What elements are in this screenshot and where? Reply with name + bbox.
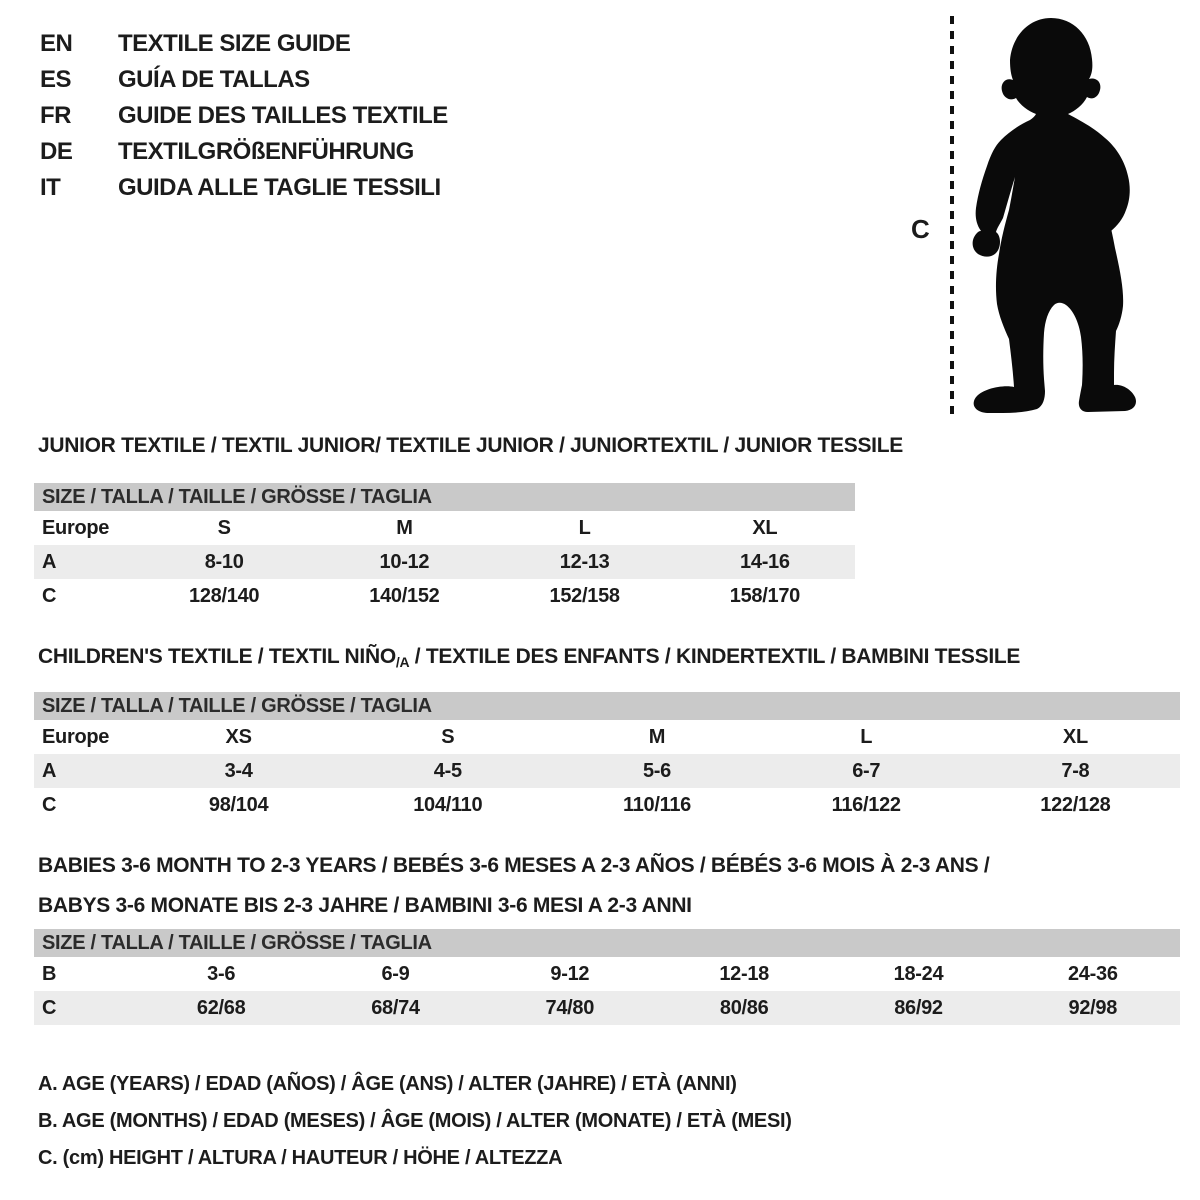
age-cell: 12-13 [559, 550, 610, 573]
table-row-height [34, 991, 1180, 1025]
legend-line-a: A. AGE (YEARS) / EDAD (AÑOS) / ÂGE (ANS) / ALTER (JAHRE) / ETÀ (ANNI) [38, 1073, 737, 1095]
size-header-bar: SIZE / TALLA / TAILLE / GRÖSSE / TAGLIA [34, 692, 1180, 720]
legend [38, 1066, 792, 1177]
size-cell: L [860, 725, 873, 748]
children-title-prefix: CHILDREN'S TEXTILE / TEXTIL NIÑO [38, 645, 396, 668]
height-cell: 98/104 [208, 793, 269, 816]
lang-row-de [40, 134, 448, 170]
height-c-label: C [911, 214, 930, 244]
height-cell: 62/68 [196, 996, 246, 1019]
babies-size-table [34, 929, 1180, 1025]
age-cell: 5-6 [642, 759, 671, 782]
babies-title-line1: BABIES 3-6 MONTH TO 2-3 YEARS / BEBÉS 3-6 MESES A 2-3 AÑOS / BÉBÉS 3-6 MOIS À 2-3 ANS / [38, 854, 990, 877]
children-title-sub: /A [395, 654, 410, 670]
size-header-bar: SIZE / TALLA / TAILLE / GRÖSSE / TAGLIA [34, 483, 855, 511]
age-cell: 3-6 [207, 962, 236, 985]
size-cell: XL [1062, 725, 1088, 748]
table-row-europe [34, 720, 1180, 754]
size-cell: M [648, 725, 666, 748]
height-cell: 158/170 [729, 584, 800, 607]
lang-code: EN [40, 30, 73, 57]
table-row-age [34, 754, 1180, 788]
guide-title-de: TEXTILGRÖßENFÜHRUNG [118, 138, 414, 165]
height-cell: 128/140 [189, 584, 260, 607]
size-cell: XS [225, 725, 252, 748]
guide-title-es: GUÍA DE TALLAS [118, 66, 310, 93]
age-cell: 9-12 [550, 962, 590, 985]
height-cell: 152/158 [549, 584, 620, 607]
babies-section-title [38, 846, 989, 926]
row-label: B [42, 962, 57, 985]
row-label: C [42, 996, 57, 1019]
toddler-silhouette-icon [905, 12, 1175, 426]
row-label: A [42, 759, 57, 782]
size-header-bar: SIZE / TALLA / TAILLE / GRÖSSE / TAGLIA [34, 929, 1180, 957]
table-row-europe [34, 511, 855, 545]
size-cell: XL [752, 516, 778, 539]
age-cell: 24-36 [1067, 962, 1118, 985]
height-cell: 80/86 [719, 996, 769, 1019]
height-cell: 74/80 [545, 996, 595, 1019]
age-cell: 8-10 [204, 550, 244, 573]
row-label: Europe [42, 516, 110, 539]
height-cell: 110/116 [622, 793, 691, 816]
size-cell: S [217, 516, 231, 539]
table-row-age [34, 545, 855, 579]
height-cell: 104/110 [413, 793, 483, 816]
height-cell: 122/128 [1040, 793, 1111, 816]
age-cell: 6-7 [852, 759, 881, 782]
age-cell: 7-8 [1061, 759, 1090, 782]
age-cell: 6-9 [381, 962, 410, 985]
junior-size-table [34, 483, 855, 613]
height-cell: 116/122 [831, 793, 901, 816]
row-label: C [42, 793, 57, 816]
lang-code: FR [40, 102, 71, 129]
lang-code: DE [40, 138, 73, 165]
age-cell: 10-12 [379, 550, 430, 573]
row-label: A [42, 550, 57, 573]
table-row-height [34, 579, 855, 613]
height-cell: 68/74 [371, 996, 420, 1019]
age-cell: 12-18 [719, 962, 769, 985]
row-label: Europe [42, 725, 110, 748]
height-measure-figure [905, 12, 1175, 426]
row-label: C [42, 584, 57, 607]
legend-line-c: C. (cm) HEIGHT / ALTURA / HAUTEUR / HÖHE / ALTEZZA [38, 1147, 563, 1169]
height-cell: 140/152 [369, 584, 440, 607]
lang-row-en [40, 26, 448, 62]
lang-code: ES [40, 66, 72, 93]
age-cell: 3-4 [224, 759, 253, 782]
table-row-height [34, 788, 1180, 822]
language-title-list [40, 26, 448, 206]
size-cell: S [441, 725, 455, 748]
age-cell: 18-24 [893, 962, 944, 985]
lang-code: IT [40, 174, 61, 201]
table-row-age-months [34, 957, 1180, 991]
height-cell: 92/98 [1068, 996, 1118, 1019]
guide-title-en: TEXTILE SIZE GUIDE [118, 30, 351, 57]
legend-line-b: B. AGE (MONTHS) / EDAD (MESES) / ÂGE (MOIS) / ALTER (MONATE) / ETÀ (MESI) [38, 1110, 792, 1132]
lang-row-es [40, 62, 448, 98]
age-cell: 14-16 [740, 550, 790, 573]
guide-title-it: GUIDA ALLE TAGLIE TESSILI [118, 174, 441, 201]
lang-row-fr [40, 98, 448, 134]
guide-title-fr: GUIDE DES TAILLES TEXTILE [118, 102, 448, 129]
age-cell: 4-5 [433, 759, 462, 782]
lang-row-it [40, 170, 448, 206]
children-section-title [38, 645, 1020, 670]
junior-section-title: JUNIOR TEXTILE / TEXTIL JUNIOR/ TEXTILE JUNIOR / JUNIORTEXTIL / JUNIOR TESSILE [38, 434, 903, 457]
size-cell: M [396, 516, 413, 539]
height-cell: 86/92 [894, 996, 943, 1019]
children-size-table [34, 692, 1180, 822]
children-title-suffix: / TEXTILE DES ENFANTS / KINDERTEXTIL / BAMBINI TESSILE [409, 645, 1021, 668]
babies-title-line2: BABYS 3-6 MONATE BIS 2-3 JAHRE / BAMBINI 3-6 MESI A 2-3 ANNI [38, 894, 692, 917]
size-cell: L [578, 516, 591, 539]
